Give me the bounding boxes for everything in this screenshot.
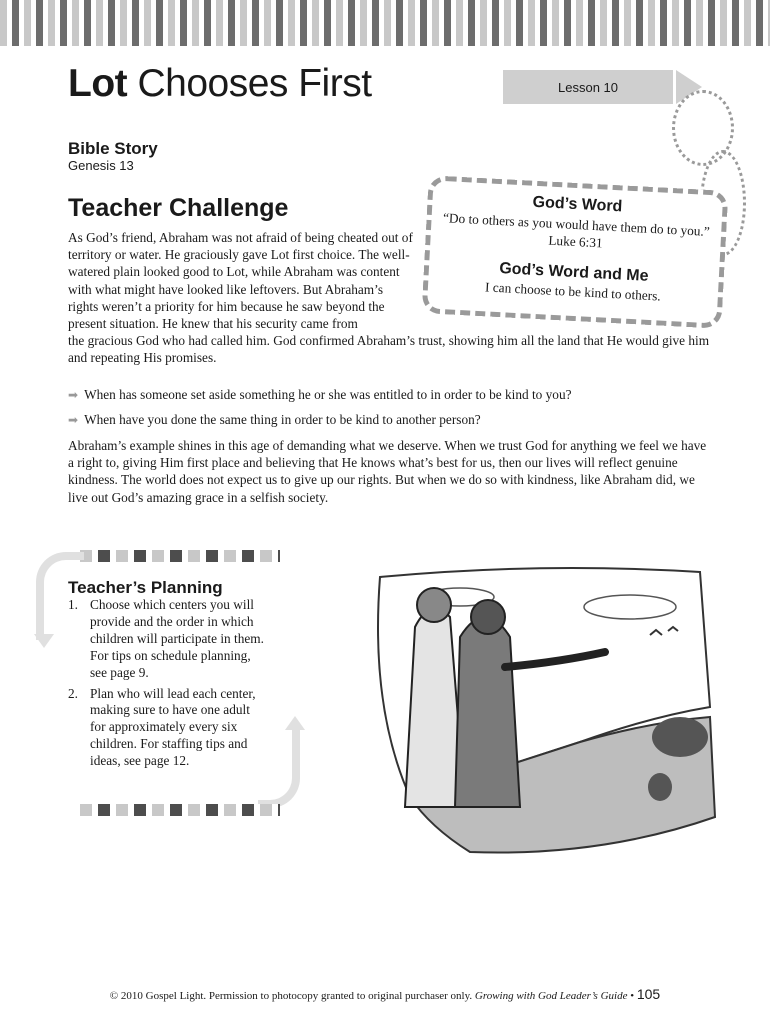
planning-list [68, 597, 268, 774]
question-1 [68, 387, 572, 403]
top-stripe-border [0, 0, 770, 46]
lot-figure [455, 617, 520, 807]
title-bold: Lot [68, 62, 128, 105]
planning-stripe-bottom [80, 804, 280, 816]
arrow-bullet-icon: ➡ [68, 413, 79, 427]
question-1-text: When has someone set aside something he or she was entitled to in order to be kind to you? [84, 387, 572, 402]
planning-heading: Teacher’s Planning [68, 578, 223, 597]
question-2-text: When have you done the same thing in order to be kind to another person? [84, 412, 481, 427]
planning-item [68, 597, 268, 682]
planning-item [68, 686, 268, 771]
arrow-bullet-icon: ➡ [68, 388, 79, 402]
tree-icon [648, 773, 672, 801]
planning-stripe-top [80, 550, 280, 562]
footer-text: © 2010 Gospel Light. Permission to photocopy granted to original purchaser only. [109, 990, 473, 1002]
abraham-lot-illustration [350, 557, 730, 857]
question-2 [68, 412, 481, 428]
planning-item-number: 2. [68, 685, 78, 701]
planning-item-text: Plan who will lead each center, making sure to have one adult for approximately every six children. For staffing tips and ideas, see page 12. [90, 685, 256, 769]
challenge-paragraph-1-bottom: the gracious God who had called him. God confirmed Abraham’s trust, showing him all the land that He would give him and repeating His promises. [68, 333, 710, 366]
gods-word-heading: God’s Word [532, 193, 623, 216]
bible-story-heading: Bible Story [68, 139, 158, 158]
lesson-tab: Lesson 10 [503, 70, 673, 104]
bible-story-reference: Genesis 13 [68, 158, 134, 173]
planning-arrow-up-icon [285, 716, 305, 730]
gods-word-and-me-text: I can choose to be kind to others. [484, 279, 662, 304]
page-number: 105 [636, 986, 661, 1002]
abraham-head [417, 588, 451, 622]
gods-word-box [422, 175, 729, 329]
page-title [68, 62, 372, 106]
teacher-challenge-heading: Teacher Challenge [68, 194, 289, 222]
bush-icon [652, 717, 708, 757]
planning-arrow-down-icon [34, 634, 54, 648]
footer-book: Growing with God Leader’s Guide [474, 990, 628, 1002]
cloud-icon [584, 595, 676, 619]
planning-item-number: 1. [68, 597, 78, 612]
gods-word-and-me-heading: God’s Word and Me [498, 260, 649, 285]
title-rest: Chooses First [127, 62, 372, 105]
planning-item-text: Choose which centers you will provide and the order in which children will participate in them. For tips on schedule planning, see page 9. [90, 597, 264, 680]
challenge-paragraph-2: Abraham’s example shines in this age of demanding what we deserve. When we trust God for anything we feel we have a right to, giving Him first place and believing that He knows what’s best for us, then our lives will reflect genuine kindness. The world does not expect us to give up our rights. But when we do so with kindness, like Abraham did, we live out God’s amazing grace in a selfish society. [68, 438, 707, 505]
footer: © 2010 Gospel Light. Permission to photocopy granted to original purchaser only. Growing with God Leader’s Guide • 105 [109, 986, 661, 1002]
lot-head [471, 600, 505, 634]
gods-word-verse: “Do to others as you would have them do to you.” Luke 6:31 [442, 210, 711, 251]
challenge-paragraph-1-top: As God’s friend, Abraham was not afraid of being cheated out of territory or water. He graciously gave Lot first choice. The well-watered plain looked good to Lot, while Abraham was content with what might have looked like leftovers. But Abraham’s rights weren’t a priority for him because he saw beyond the present situation. He knew that his security came from [68, 230, 413, 332]
